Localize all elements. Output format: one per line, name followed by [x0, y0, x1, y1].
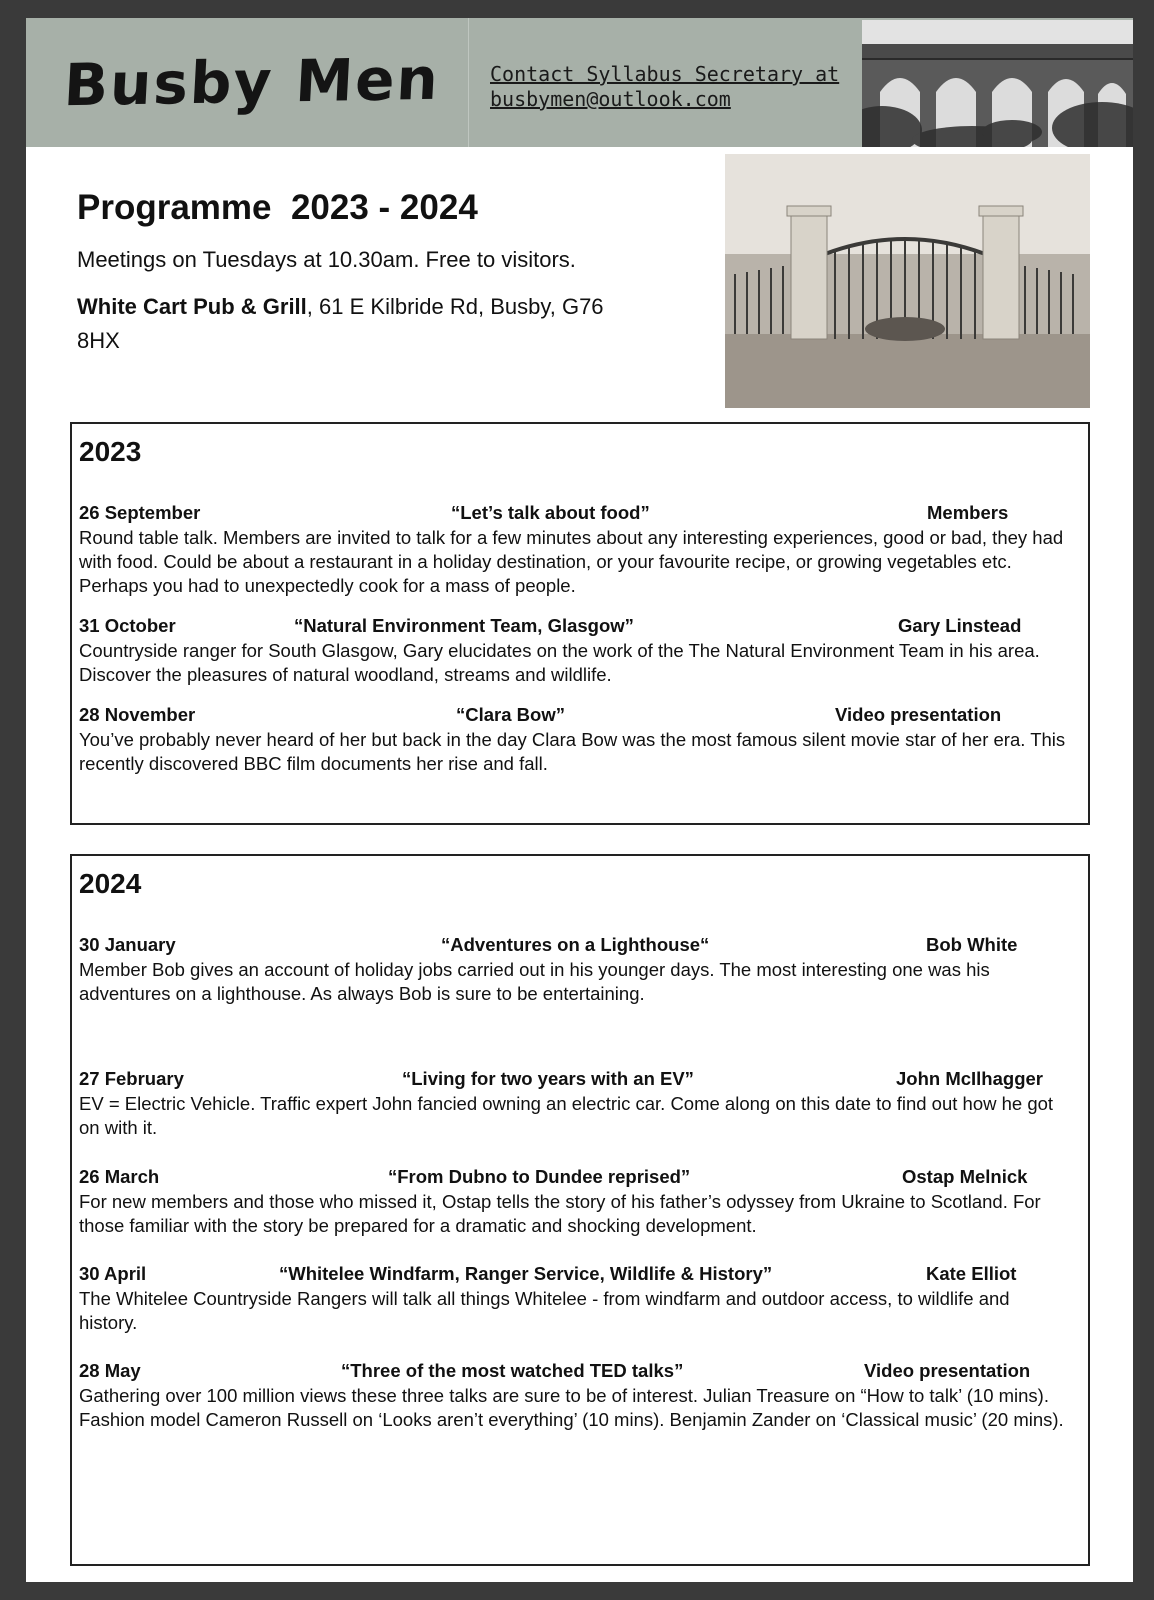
event-title: “Whitelee Windfarm, Ranger Service, Wildlife & History”	[279, 1263, 773, 1284]
event-description: For new members and those who missed it, Ostap tells the story of his father’s odyssey from Ukraine to Scotland. For those familiar with the story be prepared for a dramatic and shocking development.	[79, 1191, 1041, 1236]
header-divider	[468, 18, 469, 147]
event-header	[79, 1166, 1069, 1190]
event-header	[79, 704, 1069, 728]
event-date: 26 September	[79, 502, 201, 523]
event-item	[79, 1263, 1069, 1335]
event-date: 27 February	[79, 1068, 184, 1089]
event-speaker: Members	[927, 502, 1009, 523]
event-title: “From Dubno to Dundee reprised”	[388, 1166, 691, 1187]
event-header	[79, 615, 1069, 639]
event-speaker: John McIlhagger	[896, 1068, 1043, 1089]
event-description: Round table talk. Members are invited to talk for a few minutes about any interesting experiences, good or bad, they had with food. Could be about a restaurant in a holiday destination, or your favourite recipe, or growing vegetables etc. Perhaps you had to unexpectedly cook for a mass of people.	[79, 527, 1064, 596]
programme-page	[26, 18, 1133, 1582]
event-date: 28 May	[79, 1360, 141, 1381]
event-description: The Whitelee Countryside Rangers will talk all things Whitelee - from windfarm and outdoor access, to wildlife and history.	[79, 1288, 1010, 1333]
event-date: 30 January	[79, 934, 176, 955]
viaduct-photo	[862, 20, 1133, 147]
event-title: “Three of the most watched TED talks”	[341, 1360, 684, 1381]
venue-info	[77, 290, 637, 358]
brand-logo: Busby Men	[62, 44, 442, 120]
event-item	[79, 1360, 1069, 1432]
programme-title: Programme 2023 - 2024	[77, 188, 478, 227]
event-item	[79, 615, 1069, 687]
contact-info	[490, 62, 839, 112]
venue-address: , 61 E Kilbride Rd, Busby, G76 8HX	[77, 294, 604, 353]
section-2024	[70, 854, 1090, 1566]
event-description: Member Bob gives an account of holiday jobs carried out in his younger days. The most interesting one was his adventures on a lighthouse. As always Bob is sure to be entertaining.	[79, 959, 990, 1004]
venue-name: White Cart Pub & Grill	[77, 294, 307, 319]
event-item	[79, 1068, 1069, 1140]
event-title: “Clara Bow”	[456, 704, 565, 725]
event-item	[79, 1166, 1069, 1238]
event-date: 26 March	[79, 1166, 160, 1187]
event-title: “Living for two years with an EV”	[402, 1068, 694, 1089]
section-year: 2024	[79, 868, 142, 899]
event-title: “Natural Environment Team, Glasgow”	[294, 615, 634, 636]
meetings-info: Meetings on Tuesdays at 10.30am. Free to visitors.	[77, 247, 576, 272]
park-gates-photo	[725, 154, 1090, 408]
event-header	[79, 1263, 1069, 1287]
event-speaker: Video presentation	[864, 1360, 1031, 1381]
event-date: 31 October	[79, 615, 176, 636]
event-item	[79, 502, 1069, 598]
event-description: Countryside ranger for South Glasgow, Gary elucidates on the work of the The Natural Environment Team in his area. Discover the pleasures of natural woodland, streams and wildlife.	[79, 640, 1040, 685]
event-header	[79, 934, 1069, 958]
section-2023	[70, 422, 1090, 825]
contact-label: Contact Syllabus Secretary at	[490, 62, 840, 86]
event-description: EV = Electric Vehicle. Traffic expert John fancied owning an electric car. Come along on this date to find out how he got on with it.	[79, 1093, 1054, 1138]
event-speaker: Kate Elliot	[926, 1263, 1017, 1284]
event-item	[79, 704, 1069, 776]
header-banner	[26, 18, 1133, 147]
event-speaker: Bob White	[926, 934, 1018, 955]
event-speaker: Video presentation	[835, 704, 1002, 725]
contact-email-link[interactable]: busbymen@outlook.com	[490, 87, 731, 111]
section-year: 2023	[79, 436, 142, 467]
event-speaker: Gary Linstead	[898, 615, 1022, 636]
event-title: “Let’s talk about food”	[451, 502, 650, 523]
event-header	[79, 1068, 1069, 1092]
event-header	[79, 1360, 1069, 1384]
event-description: Gathering over 100 million views these three talks are sure to be of interest. Julian Treasure on “How to talk’ (10 mins). Fashion model Cameron Russell on ‘Looks aren’t everything’ (10 mins). Benjamin Zander on ‘Classical music’ (20 mins).	[79, 1385, 1064, 1430]
event-title: “Adventures on a Lighthouse“	[441, 934, 710, 955]
event-header	[79, 502, 1069, 526]
event-date: 28 November	[79, 704, 196, 725]
event-description: You’ve probably never heard of her but back in the day Clara Bow was the most famous silent movie star of her era. This recently discovered BBC film documents her rise and fall.	[79, 729, 1066, 774]
event-item	[79, 934, 1069, 1006]
event-speaker: Ostap Melnick	[902, 1166, 1028, 1187]
event-date: 30 April	[79, 1263, 147, 1284]
